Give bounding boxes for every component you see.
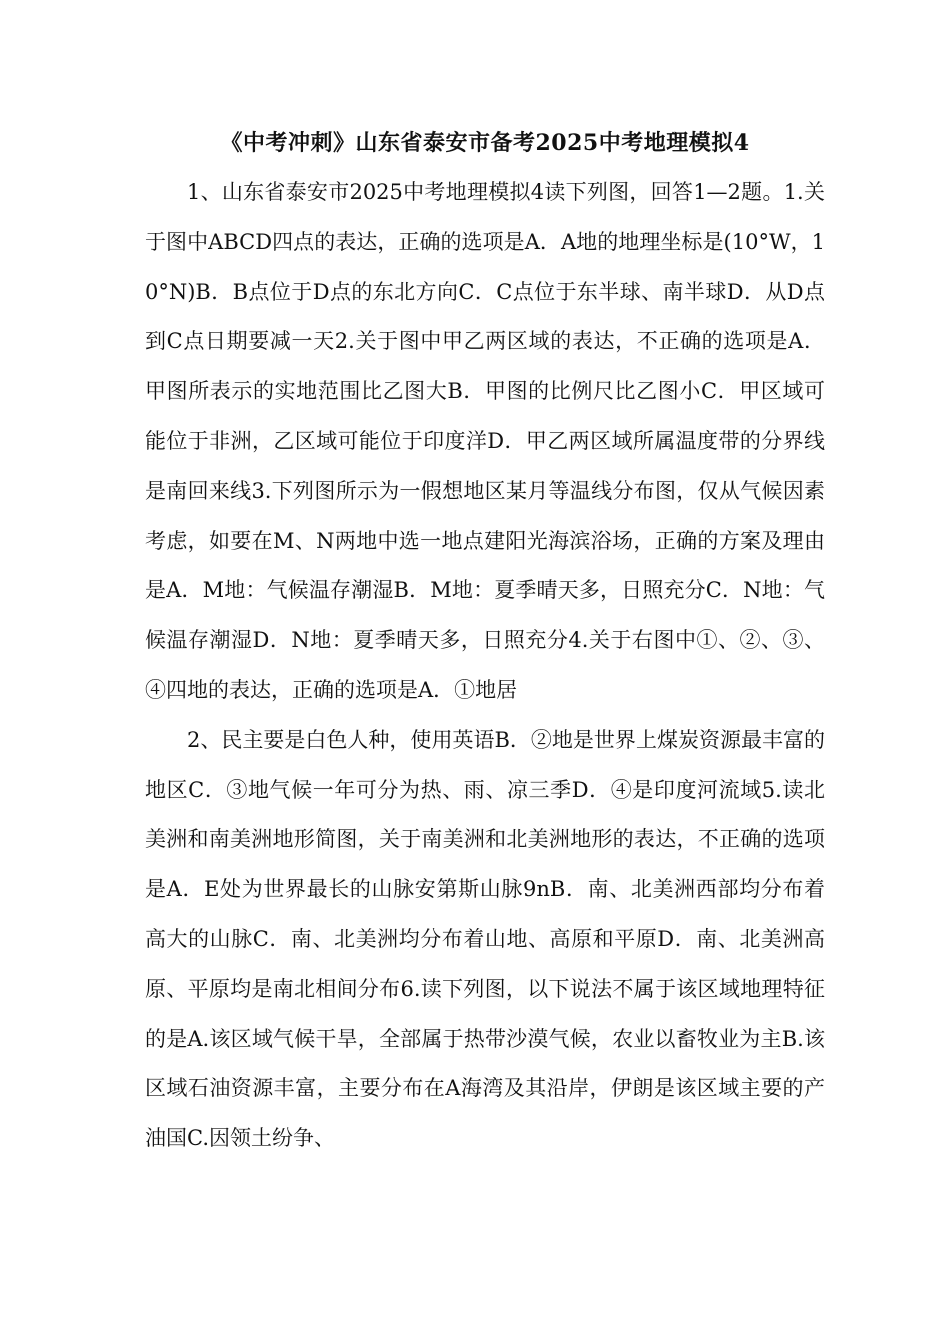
- paragraph-2: 2、民主要是白色人种，使用英语B．②地是世界上煤炭资源最丰富的地区C．③地气候一年可分为热、雨、凉三季D．④是印度河流域5.读北美洲和南美洲地形简图，关于南美洲和北美洲地形的表达，不正确的选项是A．E处为世界最长的山脉安第斯山脉9nB．南、北美洲西部均分布着高大的山脉C．南、北美洲均分布着山地、高原和平原D．南、北美洲高原、平原均是南北相间分布6.读下列图，以下说法不属于该区域地理特征的是A.该区域气候干旱，全部属于热带沙漠气候，农业以畜牧业为主B.该区域石油资源丰富，主要分布在A海湾及其沿岸，伊朗是该区域主要的产油国C.因领土纷争、: [145, 727, 825, 1151]
- document-page: [145, 128, 825, 1164]
- document-title: 《中考冲刺》山东省泰安市备考2025中考地理模拟4: [220, 130, 750, 156]
- paragraph-1: 1、山东省泰安市2025中考地理模拟4读下列图，回答1—2题。1.关于图中ABCD四点的表达，正确的选项是A．A地的地理坐标是(10°W，10°N)B．B点位于D点的东北方向C．C点位于东半球、南半球D．从D点到C点日期要减一天2.关于图中甲乙两区域的表达，不正确的选项是A．甲图所表示的实地范围比乙图大B．甲图的比例尺比乙图小C．甲区域可能位于非洲，乙区域可能位于印度洋D．甲乙两区域所属温度带的分界线是南回来线3.下列图所示为一假想地区某月等温线分布图，仅从气候因素考虑，如要在M、N两地中选一地点建阳光海滨浴场，正确的方案及理由是A．M地：气候温存潮湿B．M地：夏季晴天多，日照充分C．N地：气候温存潮湿D．N地：夏季晴天多，日照充分4.关于右图中①、②、③、④四地的表达，正确的选项是A．①地居: [145, 180, 825, 702]
